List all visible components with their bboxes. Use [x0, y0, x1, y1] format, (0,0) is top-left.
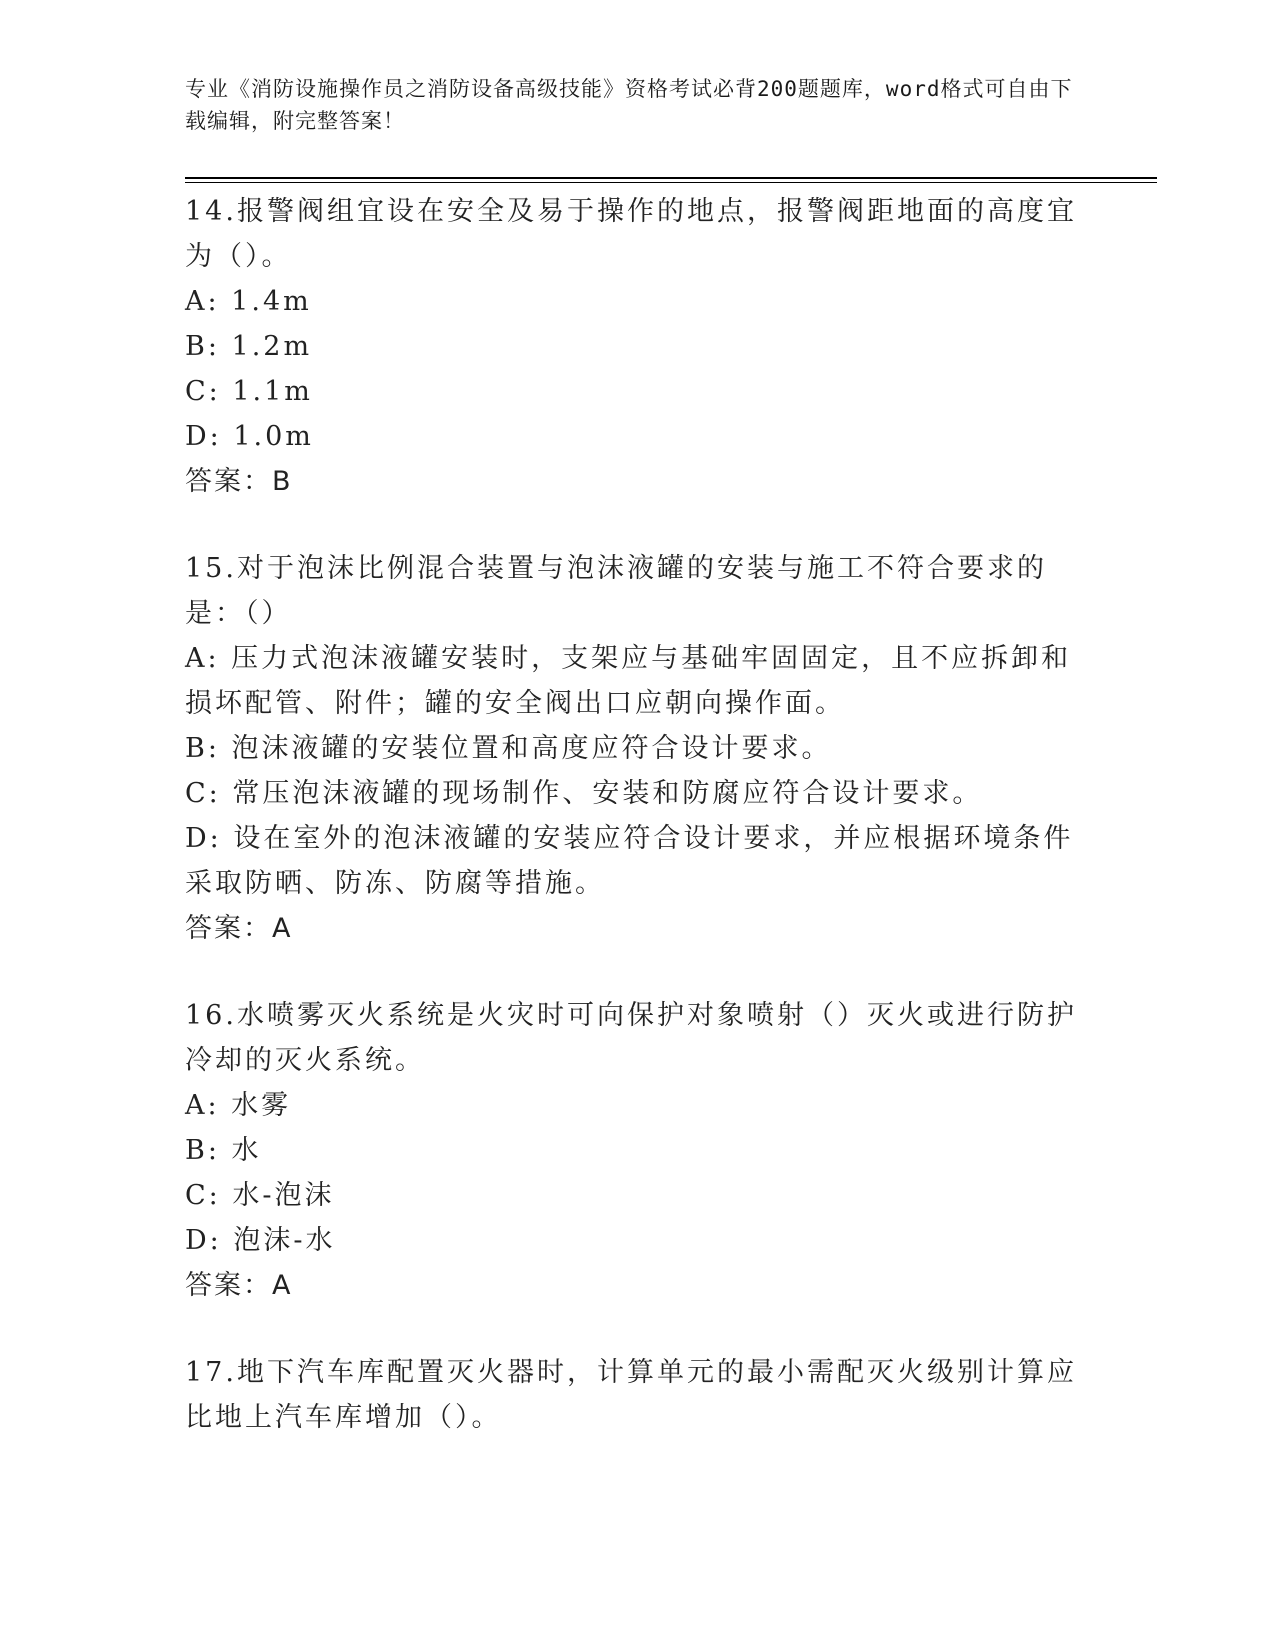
question-16	[185, 993, 1085, 1308]
option-c: C: 1.1m	[185, 376, 313, 407]
option-a: A: 压力式泡沫液罐安装时，支架应与基础牢固固定，且不应拆卸和损坏配管、附件；罐的安全阀出口应朝向操作面。	[185, 643, 1072, 719]
question-17	[185, 1350, 1085, 1440]
question-14	[185, 189, 1085, 504]
option-d: D: 1.0m	[185, 421, 314, 452]
option-b: B: 1.2m	[185, 331, 313, 362]
answer-line: 答案：A	[185, 913, 293, 944]
option-c: C: 水-泡沫	[185, 1180, 335, 1211]
question-list	[185, 189, 1085, 1482]
header-divider-thick	[185, 177, 1157, 179]
question-stem: 14.报警阀组宜设在安全及易于操作的地点，报警阀距地面的高度宜为（）。	[185, 196, 1077, 272]
option-d: D: 设在室外的泡沫液罐的安装应符合设计要求，并应根据环境条件采取防晒、防冻、防腐等措施。	[185, 823, 1074, 899]
question-stem: 16.水喷雾灭火系统是火灾时可向保护对象喷射（）灭火或进行防护冷却的灭火系统。	[185, 1000, 1077, 1076]
option-c: C: 常压泡沫液罐的现场制作、安装和防腐应符合设计要求。	[185, 778, 983, 809]
option-d: D: 泡沫-水	[185, 1225, 336, 1256]
answer-line: 答案：B	[185, 466, 293, 497]
option-b: B: 水	[185, 1135, 262, 1166]
question-15	[185, 546, 1085, 951]
answer-line: 答案：A	[185, 1270, 293, 1301]
option-a: A: 1.4m	[185, 286, 312, 317]
header-divider-thin	[185, 182, 1157, 183]
question-stem: 15.对于泡沫比例混合装置与泡沫液罐的安装与施工不符合要求的是：（）	[185, 553, 1047, 629]
document-header-intro: 专业《消防设施操作员之消防设备高级技能》资格考试必背200题题库，word格式可自由下载编辑，附完整答案！	[185, 77, 1073, 133]
option-b: B: 泡沫液罐的安装位置和高度应符合设计要求。	[185, 733, 832, 764]
option-a: A: 水雾	[185, 1090, 292, 1121]
question-stem: 17.地下汽车库配置灭火器时，计算单元的最小需配灭火级别计算应比地上汽车库增加（）。	[185, 1357, 1077, 1433]
